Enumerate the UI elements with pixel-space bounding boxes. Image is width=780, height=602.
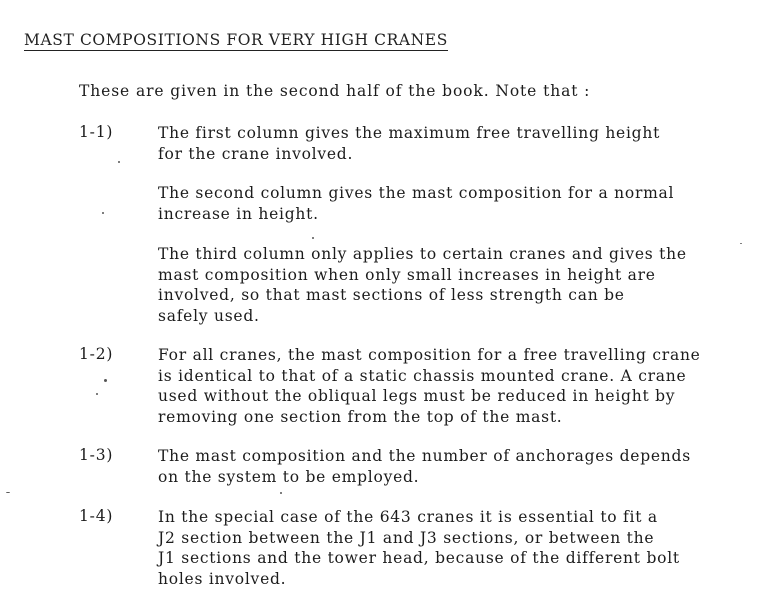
text-line: In the special case of the 643 cranes it is essential to fit a <box>158 508 658 526</box>
text-line: J1 sections and the tower head, because of the different bolt <box>158 549 680 567</box>
scan-speck <box>740 243 742 244</box>
paragraph <box>158 183 674 224</box>
text-line: involved, so that mast sections of less strength can be <box>158 286 625 304</box>
item-number: 1-1) <box>79 123 114 141</box>
scan-speck <box>6 492 10 493</box>
text-line: For all cranes, the mast composition for a free travelling crane <box>158 346 701 364</box>
text-line: J2 section between the J1 and J3 sections, or between the <box>158 528 655 547</box>
paragraph <box>158 123 660 164</box>
text-line: The mast composition and the number of anchorages depends <box>158 447 691 465</box>
scan-speck <box>104 379 107 382</box>
text-line: increase in height. <box>158 204 319 223</box>
text-line: holes involved. <box>158 569 287 588</box>
text-line: The first column gives the maximum free travelling height <box>158 124 661 142</box>
paragraph <box>158 446 691 487</box>
item-number: 1-3) <box>79 446 114 464</box>
text-line: used without the obliqual legs must be reduced in height by <box>158 387 676 405</box>
text-line: The second column gives the mast composition for a normal <box>158 184 675 202</box>
scan-speck <box>96 393 98 395</box>
paragraph <box>158 244 687 326</box>
scan-speck <box>102 212 104 214</box>
item-number: 1-2) <box>79 345 114 363</box>
scan-speck <box>118 161 120 163</box>
text-line: removing one section from the top of the mast. <box>158 407 563 426</box>
intro-text: These are given in the second half of the book. Note that : <box>79 82 591 100</box>
text-line: The third column only applies to certain cranes and gives the <box>158 245 687 263</box>
scan-speck <box>312 237 314 239</box>
text-line: is identical to that of a static chassis mounted crane. A crane <box>158 366 687 385</box>
item-number: 1-4) <box>79 507 114 525</box>
text-line: safely used. <box>158 306 260 325</box>
scan-speck <box>280 492 282 494</box>
text-line: for the crane involved. <box>158 144 354 163</box>
text-line: mast composition when only small increases in height are <box>158 265 656 284</box>
paragraph <box>158 345 701 427</box>
paragraph <box>158 507 680 589</box>
text-line: on the system to be employed. <box>158 467 420 486</box>
document-title: MAST COMPOSITIONS FOR VERY HIGH CRANES <box>24 31 448 49</box>
